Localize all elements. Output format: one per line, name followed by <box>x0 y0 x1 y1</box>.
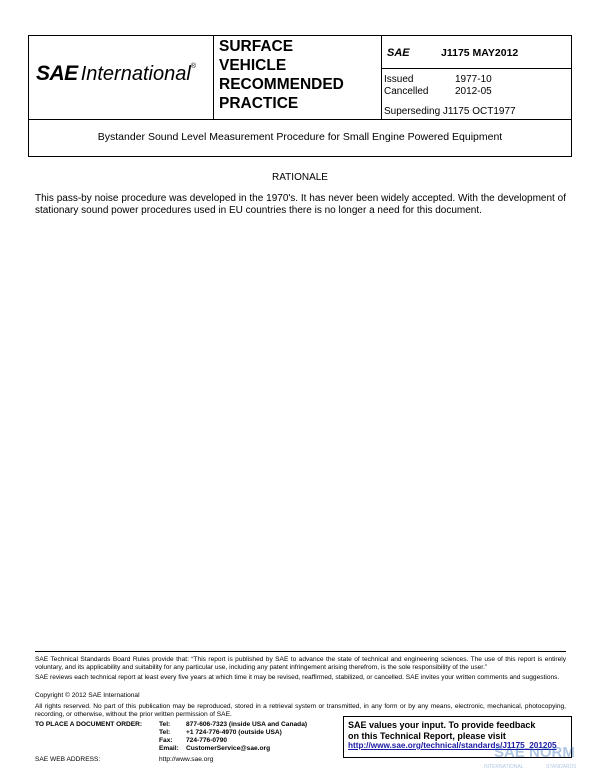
order-fax: 724-776-0790 <box>186 737 228 744</box>
issued-value: 1977-10 <box>455 74 492 85</box>
feedback-link[interactable]: http://www.sae.org/technical/standards/J1175_201205 <box>348 741 557 750</box>
sae-international-logo <box>36 62 214 88</box>
order-key: Tel: <box>159 729 171 736</box>
order-key: Fax: <box>159 737 173 744</box>
order-phone-domestic[interactable]: 877-606-7323 (inside USA and Canada) <box>186 721 308 728</box>
footer-rule <box>35 651 566 652</box>
cancelled-label: Cancelled <box>384 86 429 97</box>
sae-mini-logo: SAE <box>387 47 410 59</box>
order-key: Email: <box>159 745 179 752</box>
order-label: TO PLACE A DOCUMENT ORDER: <box>35 721 143 728</box>
footer-copyright: Copyright © 2012 SAE International <box>35 692 140 699</box>
watermark-logo <box>484 744 594 774</box>
watermark-sub-right: STANDARDS <box>546 764 577 770</box>
document-id: J1175 MAY2012 <box>441 47 519 59</box>
doc-type-line: SURFACE <box>219 38 294 55</box>
footer-rules-paragraph: SAE Technical Standards Board Rules provide that: “This report is published by SAE to advance the state of technical and engineering sciences. The use of this report is entirely voluntary, and its applicability and suitability for any particular use, including any patent infringement arising therefrom, is the sole responsibility of the user.” <box>35 656 566 671</box>
watermark-main-text: SAE NORM <box>494 744 575 761</box>
cancelled-value: 2012-05 <box>455 86 492 97</box>
footer-review-paragraph: SAE reviews each technical report at least every five years at which time it may be revised, reaffirmed, stabilized, or cancelled. SAE invites your written comments and suggestions. <box>35 674 560 681</box>
issued-label: Issued <box>384 74 414 85</box>
header-rule <box>382 68 572 69</box>
feedback-line: on this Technical Report, please visit <box>348 730 506 741</box>
order-email-link[interactable]: CustomerService@sae.org <box>186 745 271 752</box>
header-divider-right <box>381 36 382 119</box>
logo-sae-text: SAE <box>36 62 78 85</box>
watermark-sub-left: INTERNATIONAL <box>484 764 524 770</box>
doc-type-line: VEHICLE <box>219 57 287 74</box>
doc-type-line: PRACTICE <box>219 95 299 112</box>
footer-rights-paragraph: All rights reserved. No part of this publication may be reproduced, stored in a retrieval system or transmitted, in any form or by any means, electronic, mechanical, photocopying, recording, or otherwise, without the prior written permission of SAE. <box>35 703 566 718</box>
feedback-line: SAE values your input. To provide feedback <box>348 720 536 730</box>
document-title: Bystander Sound Level Measurement Procedure for Small Engine Powered Equipment <box>97 131 503 143</box>
logo-international-text: International® <box>80 63 196 85</box>
web-address-link[interactable]: http://www.sae.org <box>159 756 214 763</box>
rationale-heading: RATIONALE <box>272 172 328 183</box>
document-type <box>219 37 379 113</box>
order-phone-international[interactable]: +1 724-776-4970 (outside USA) <box>186 729 282 736</box>
rationale-paragraph: This pass-by noise procedure was developed in the 1970's. It has never been widely accepted. With the development of stationary sound power procedures used in EU countries there is no longer a need for this document. <box>35 193 566 216</box>
order-key: Tel: <box>159 721 171 728</box>
doc-type-line: RECOMMENDED <box>219 76 344 93</box>
superseding-text: Superseding J1175 OCT1977 <box>384 106 516 117</box>
web-address-label: SAE WEB ADDRESS: <box>35 756 101 763</box>
